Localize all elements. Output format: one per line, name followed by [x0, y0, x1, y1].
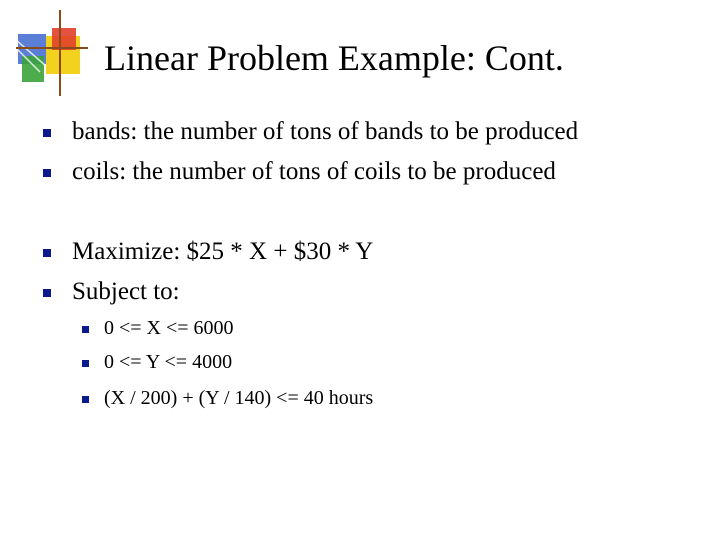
bullet-text: bands: the number of tons of bands to be produced	[72, 118, 579, 145]
square-bullet-icon	[82, 360, 89, 367]
square-bullet-icon	[82, 396, 89, 403]
slide-title: Linear Problem Example: Cont.	[104, 38, 564, 78]
logo-green-square	[22, 56, 44, 82]
square-bullet-icon	[43, 169, 51, 177]
logo-red-square	[52, 28, 76, 50]
bullet-text: coils: the number of tons of coils to be produced	[72, 158, 556, 185]
square-bullet-icon	[82, 326, 89, 333]
sub-bullet-text: 0 <= X <= 6000	[104, 317, 234, 339]
square-bullet-icon	[43, 249, 51, 257]
bullet-text: Subject to:	[72, 278, 180, 305]
bullet-text: Maximize: $25 * X + $30 * Y	[72, 238, 374, 265]
sub-bullet-text: 0 <= Y <= 4000	[104, 351, 233, 373]
square-bullet-icon	[43, 129, 51, 137]
square-bullet-icon	[43, 289, 51, 297]
color-squares-logo-icon	[16, 10, 88, 96]
sub-bullet-text: (X / 200) + (Y / 140) <= 40 hours	[104, 387, 374, 409]
